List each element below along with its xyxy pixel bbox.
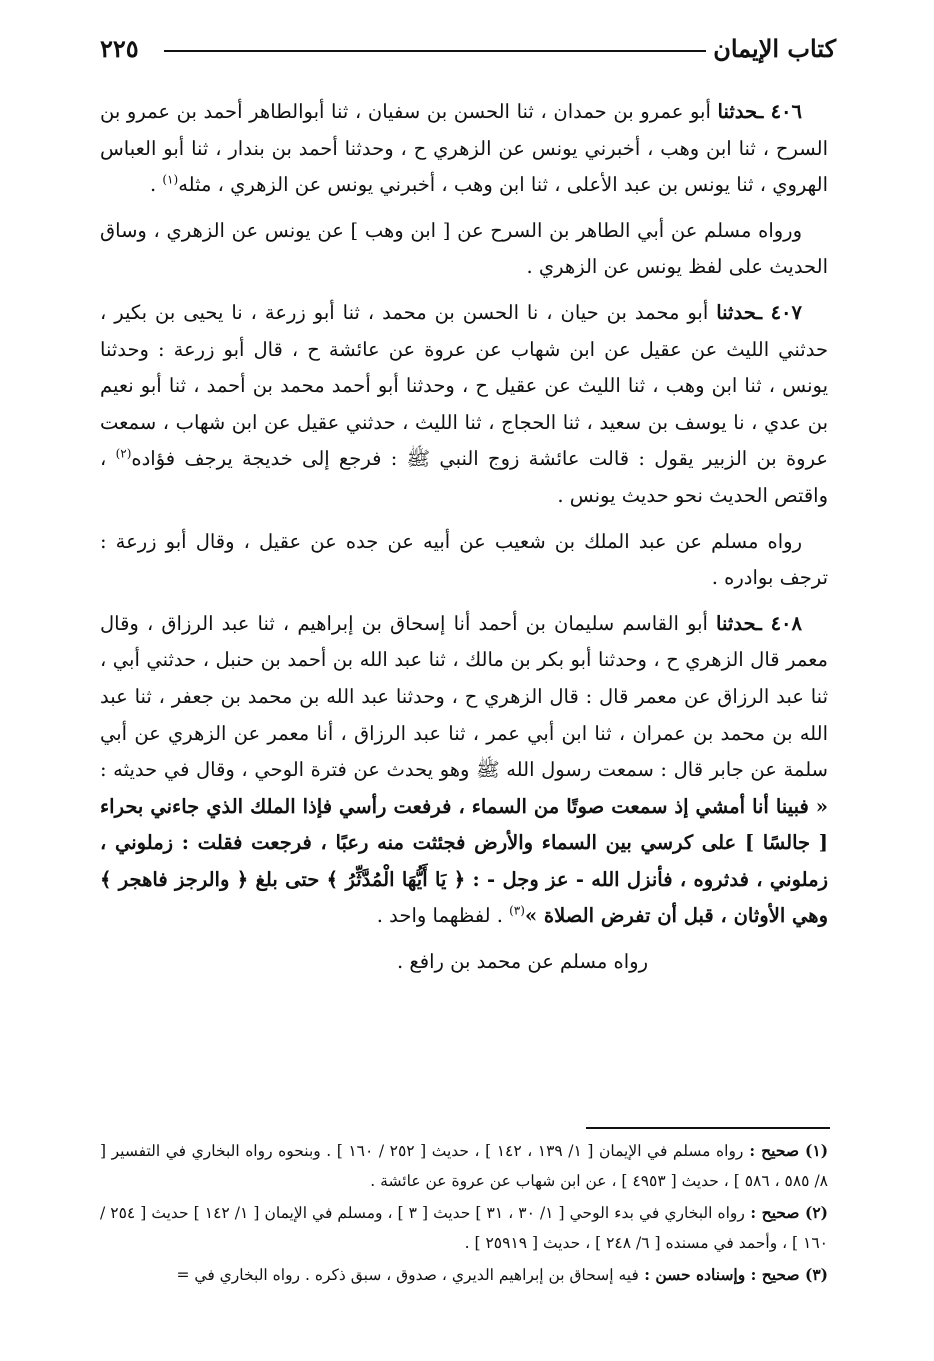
footnote-2 xyxy=(100,1198,828,1258)
hadith-text: أبو القاسم سليمان بن أحمد أنا إسحاق بن إبراهيم ، ثنا عبد الرزاق ، وقال معمر قال الزهري ح ، وحدثنا أبو بكر بن مالك ، ثنا عبد الله بن أحمد بن حنبل ، حدثني أبي ، ثنا عبد الرزاق عن معمر قال : قال الزهري ح ، وحدثنا عبد الله بن محمد بن جعفر ، ثنا عبد الله بن محمد بن عمران ، ثنا ابن أبي عمر ، ثنا عبد الرزاق ، أنا معمر عن الزهري عن أبي سلمة عن جابر قال : سمعت رسول الله ﷺ وهو يحدث عن فترة الوحي ، وقال في حديثه : xyxy=(100,611,828,782)
hadith-406 xyxy=(100,94,828,204)
footnote-separator xyxy=(586,1127,830,1129)
hadith-end: . لفظهما واحد . xyxy=(376,904,510,928)
hadith-408-note: رواه مسلم عن محمد بن رافع . xyxy=(397,950,648,974)
main-text xyxy=(100,94,828,990)
hadith-end: . xyxy=(149,173,163,197)
hadith-lead-word: حدثنا xyxy=(716,611,757,635)
footnote-label: (٢) صحيح : xyxy=(744,1203,828,1222)
footnote-label: (٣) صحيح : وإسناده حسن : xyxy=(638,1265,828,1284)
page-header xyxy=(100,30,836,70)
hadith-lead-word: حدثنا xyxy=(717,100,758,123)
footnote-label: (١) صحيح : xyxy=(743,1141,829,1160)
hadith-number: ٤٠٨ ـ xyxy=(756,611,802,635)
hadith-text: أبو محمد بن حيان ، نا الحسن بن محمد ، ثنا أبو زرعة ، نا يحيى بن بكير ، حدثني الليث عن عقيل عن ابن شهاب عن عروة عن عائشة ح ، قال أبو زرعة : وحدثنا يونس ، ثنا ابن وهب ، ثنا الليث عن عقيل ح ، وحدثنا أبو أحمد محمد بن أحمد ، ثنا أبو نعيم بن عدي ، نا يوسف بن سعيد ، ثنا الحجاج ، ثنا الليث ، حدثني عقيل عن ابن شهاب ، سمعت عروة بن الزبير يقول : قالت عائشة زوج النبي ﷺ : فرجع إلى خديجة يرجف فؤاده xyxy=(100,300,828,471)
hadith-407 xyxy=(100,295,828,515)
chapter-title: كتاب الإيمان xyxy=(713,34,836,63)
footnote-1 xyxy=(100,1136,828,1196)
hadith-407-note: رواه مسلم عن عبد الملك بن شعيب عن أبيه عن جده عن عقيل ، وقال أبو زرعة : ترجف بوادره . xyxy=(100,529,828,590)
hadith-408 xyxy=(100,606,828,935)
hadith-end: ، واقتص الحديث نحو حديث يونس . xyxy=(100,447,828,507)
footnote-3 xyxy=(100,1260,828,1290)
hadith-number: ٤٠٦ ـ xyxy=(757,100,802,123)
hadith-406-note: ورواه مسلم عن أبي الطاهر بن السرح عن [ ابن وهب ] عن يونس عن الزهري ، وساق الحديث على لفظ يونس عن الزهري . xyxy=(100,218,828,279)
page-number: ٢٢٥ xyxy=(100,34,139,63)
footnotes xyxy=(100,1136,828,1292)
hadith-text: أبو عمرو بن حمدان ، ثنا الحسن بن سفيان ، ثنا أبوالطاهر أحمد بن عمرو بن السرح ، ثنا ابن وهب ، أخبرني يونس عن الزهري ح ، وحدثنا أحمد بن بندار ، ثنا أبو العباس الهروي ، ثنا يونس بن عبد الأعلى ، ثنا ابن وهب ، أخبرني يونس عن الزهري ، مثله xyxy=(100,100,828,197)
footnote-text: فيه إسحاق بن إبراهيم الديري ، صدوق ، سبق ذكره . رواه البخاري في = xyxy=(176,1266,639,1284)
hadith-number: ٤٠٧ ـ xyxy=(756,300,802,324)
header-rule xyxy=(164,50,706,52)
footnote-ref: (١) xyxy=(162,172,179,187)
hadith-quote: « فبينا أنا أمشي إذ سمعت صوتًا من السماء ، فرفعت رأسي فإذا الملك الذي جاءني بحراء [ جالسًا ] على كرسي بين السماء والأرض فجئثت منه رعبًا ، فرجعت فقلت : زملوني ، زملوني ، فدثروه ، فأنزل الله - عز وجل - : ﴿ يَا أَيُّهَا الْمُدَّثِّرُ ﴾ حتى بلغ ﴿ والرجز فاهجر ﴾ وهي الأوثان ، قبل أن تفرض الصلاة » xyxy=(100,794,828,928)
footnote-ref: (٣) xyxy=(509,903,525,918)
footnote-text: رواه البخاري في بدء الوحي [ ١/ ٣٠ ، ٣١ ] حديث [ ٣ ] ، ومسلم في الإيمان [ ١/ ١٤٢ ] حديث [ ٢٥٤ / ١٦٠ ] ، وأحمد في مسنده [ ٦/ ٢٤٨ ] ، حديث [ ٢٥٩١٩ ] . xyxy=(100,1204,828,1252)
footnote-ref: (٢) xyxy=(115,446,132,461)
footnote-text: رواه مسلم في الإيمان [ ١/ ١٣٩ ، ١٤٢ ] ، حديث [ ٢٥٢ / ١٦٠ ] . وبنحوه رواه البخاري في التفسير [ ٨/ ٥٨٥ ، ٥٨٦ ] ، حديث [ ٤٩٥٣ ] ، عن ابن شهاب عن عروة عن عائشة . xyxy=(100,1142,828,1190)
hadith-lead-word: حدثنا xyxy=(716,300,757,324)
